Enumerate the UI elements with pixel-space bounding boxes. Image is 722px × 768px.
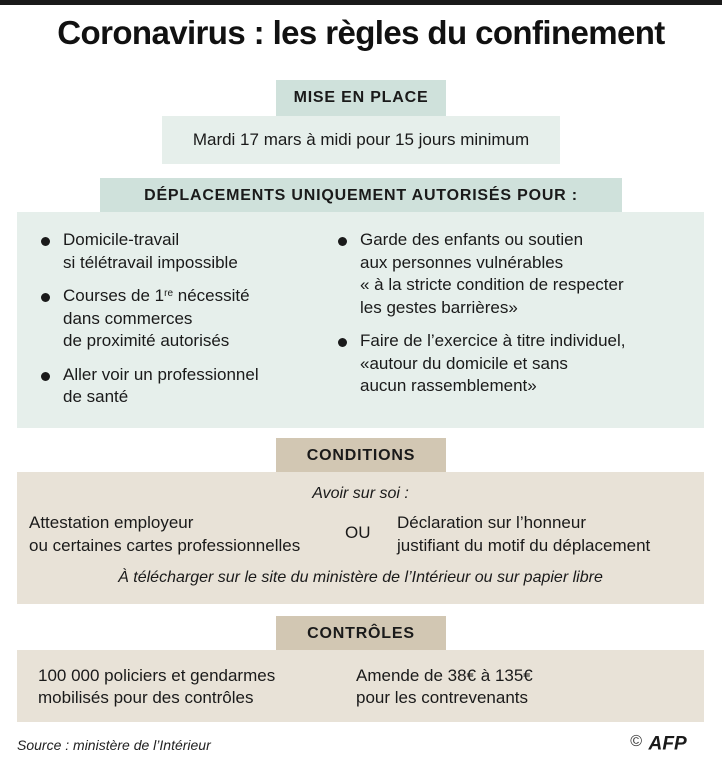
credit (630, 731, 704, 753)
conditions-or: OU (345, 523, 371, 542)
mise-en-place-panel (162, 116, 560, 164)
deplacements-left-column (39, 229, 329, 420)
copyright-symbol: © (630, 733, 642, 750)
bullet-domicile-travail: Domicile-travail si télétravail impossible (39, 229, 329, 274)
conditions-panel (17, 472, 704, 604)
bullet-professionnel-sante: Aller voir un professionnel de santé (39, 364, 329, 409)
bullet-exercice: Faire de l’exercice à titre individuel, «autour du domicile et sans aucun rassemblement» (336, 330, 686, 398)
conditions-footer: À télécharger sur le site du ministère de l’Intérieur ou sur papier libre (118, 569, 603, 586)
mise-en-place-text: Mardi 17 mars à midi pour 15 jours minimum (192, 130, 530, 149)
section-label-conditions: CONDITIONS (276, 438, 446, 474)
controles-policiers: 100 000 policiers et gendarmes mobilisés pour des contrôles (38, 666, 276, 707)
section-label-mise-en-place: MISE EN PLACE (276, 80, 446, 116)
controles-panel (17, 650, 704, 722)
bullet-garde-enfants: Garde des enfants ou soutien aux personnes vulnérables « à la stricte condition de respecter les gestes barrières» (336, 229, 686, 319)
afp-logo-icon (644, 732, 704, 752)
afp-logo-text: AFP (648, 733, 687, 752)
conditions-intro: Avoir sur soi : (312, 485, 409, 502)
section-label-deplacements: DÉPLACEMENTS UNIQUEMENT AUTORISÉS POUR : (100, 178, 622, 214)
deplacements-panel (17, 212, 704, 428)
conditions-declaration: Déclaration sur l’honneur justifiant du motif du déplacement (397, 513, 651, 555)
top-rule (0, 0, 722, 5)
deplacements-right-column (336, 229, 686, 409)
controles-amende: Amende de 38€ à 135€ pour les contrevenants (356, 666, 533, 707)
section-label-controles: CONTRÔLES (276, 616, 446, 652)
source-note: Source : ministère de l’Intérieur (17, 737, 211, 753)
conditions-attestation: Attestation employeur ou certaines cartes professionnelles (29, 513, 301, 555)
bullet-courses: Courses de 1re nécessité dans commerces de proximité autorisés (39, 285, 329, 353)
page-title: Coronavirus : les règles du confinement (57, 14, 665, 51)
